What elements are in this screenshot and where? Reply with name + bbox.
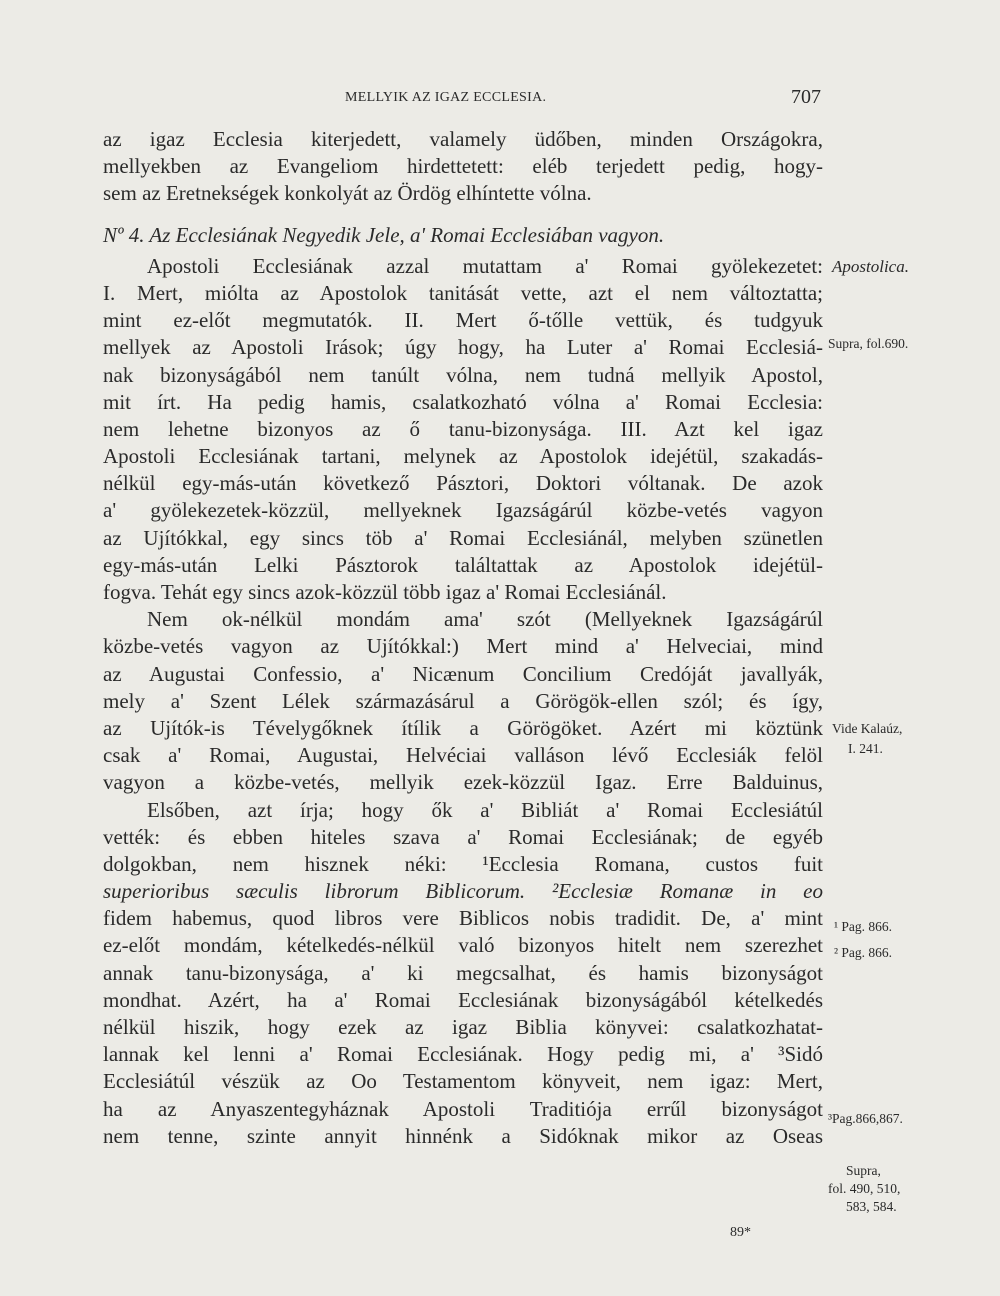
text-line: superioribus sæculis librorum Biblicorum. ²Ecclesiæ Romanæ in eo [103, 879, 823, 904]
text-line: nak bizonyságából nem tanúlt vólna, nem tudná mellyik Apostol, [103, 362, 823, 387]
text-line: az igaz Ecclesia kiterjedett, valamely üdőben, minden Országokra, [103, 127, 823, 151]
text-line: nélkül hiszik, hogy ezek az igaz Biblia könyvei: csalatkozhatat- [103, 1015, 823, 1039]
text-line: nélkül egy-más-után következő Pásztori, Doktori vóltanak. De azok [103, 471, 823, 496]
section-heading: Nº 4. Az Ecclesiának Negyedik Jele, a' Romai Ecclesiában vagyon. [103, 222, 665, 247]
page-number: 707 [791, 86, 821, 108]
text-line: fogva. Tehát egy sincs azok-közzül több igaz a' Romai Ecclesiánál. [103, 580, 667, 604]
text-line: I. Mert, miólta az Apostolok tanitását vette, azt el nem változtatta; [103, 280, 823, 305]
body-text [103, 126, 823, 1150]
text-line: az Augustai Confessio, a' Nicænum Concilium Credóját javallyák, [103, 661, 823, 686]
text-line: vagyon a közbe-vetés, mellyik ezek-közzül Igaz. Erre Balduinus, [103, 770, 823, 795]
page-header [100, 86, 825, 112]
text-line: egy-más-után Lelki Pásztorok találtattak az Apostolok idejétül- [103, 552, 823, 577]
text-line: Apostoli Ecclesiának azzal mutattam a' Romai gyölekezetet: [147, 253, 823, 278]
text-line: közbe-vetés vagyon az Ujítókkal:) Mert mind a' Helveciai, mind [103, 634, 823, 659]
signature-mark: 89* [730, 1225, 751, 1240]
margin-note: 583, 584. [846, 1199, 897, 1214]
margin-note: I. 241. [848, 741, 883, 756]
running-head: MELLYIK AZ IGAZ ECCLESIA. [345, 90, 547, 105]
text-line: lannak kel lenni a' Romai Ecclesiának. Hogy pedig mi, a' ³Sidó [103, 1042, 823, 1067]
text-line: sem az Eretnekségek konkolyát az Ördög elhíntette vólna. [103, 181, 592, 206]
text-line: Nem ok-nélkül mondám ama' szót (Mellyeknek Igazságárúl [147, 607, 823, 632]
margin-notes [828, 0, 1000, 1296]
text-line: mint ez-előt megmutatók. II. Mert ő-tőlle vettük, és tudgyuk [103, 308, 823, 333]
margin-note: ² Pag. 866. [834, 945, 893, 960]
text-line: annak tanu-bizonysága, a' ki megcsalhat, és hamis bizonyságot [103, 960, 823, 985]
margin-note: ³Pag.866,867. [828, 1111, 903, 1126]
text-line: nem lehetne bizonyos az ő tanu-bizonysága. III. Azt kel igaz [103, 416, 823, 441]
margin-note: Apostolica. [832, 257, 909, 276]
text-line: dolgokban, nem hisznek néki: ¹Ecclesia Romana, custos fuit [103, 851, 823, 876]
text-line: az Ujítók-is Tévelygőknek ítílik a Görögöket. Azért mi köztünk [103, 715, 823, 740]
margin-note: Supra, fol.690. [828, 336, 909, 351]
text-line: vették: és ebben hiteles szava a' Romai Ecclesiának; de egyéb [103, 824, 823, 849]
text-line: mondhat. Azért, ha a' Romai Ecclesiának bizonyságából kételkedés [103, 987, 823, 1012]
text-line: fidem habemus, quod libros vere Biblicos nobis tradidit. De, a' mint [103, 906, 823, 931]
margin-note: ¹ Pag. 866. [834, 919, 893, 934]
text-line: Apostoli Ecclesiának tartani, melynek az Apostolok idejétül, szakadás- [103, 444, 823, 469]
text-line: az Ujítókkal, egy sincs töb a' Romai Ecclesiánál, melyben szünetlen [103, 525, 823, 550]
text-line: mellyekben az Evangeliom hirdettetett: eléb terjedett pedig, hogy- [103, 154, 823, 179]
text-line: mit írt. Ha pedig hamis, csalatkozható vólna a' Romai Ecclesia: [103, 389, 823, 414]
text-line: Elsőben, azt írja; hogy ők a' Bibliát a' Romai Ecclesiátúl [147, 797, 823, 822]
margin-note: Supra, [846, 1163, 881, 1178]
text-line: csak a' Romai, Augustai, Helvéciai valláson lévő Ecclesiák felöl [103, 743, 823, 768]
text-line: ez-előt mondám, kételkedés-nélkül való bizonyos hitelt nem szerezhet [103, 933, 823, 958]
text-line: ha az Anyaszentegyháznak Apostoli Traditiója errűl bizonyságot [103, 1096, 823, 1121]
margin-note: Vide Kalaúz, [832, 721, 903, 736]
text-line: nem tenne, szinte annyit hinnénk a Sidóknak mikor az Oseas [103, 1123, 823, 1148]
text-line: a' gyölekezetek-közzül, mellyeknek Igazságárúl közbe-vetés vagyon [103, 498, 823, 523]
text-line: mellyek az Apostoli Irások; úgy hogy, ha Luter a' Romai Ecclesiá- [103, 335, 823, 360]
margin-note: fol. 490, 510, [828, 1181, 901, 1196]
text-line: mely a' Szent Lélek származásárul a Görögök-ellen szól; és így, [103, 688, 823, 713]
text-line: Ecclesiátúl vészük az Oo Testamentom könyveit, nem igaz: Mert, [103, 1069, 823, 1094]
